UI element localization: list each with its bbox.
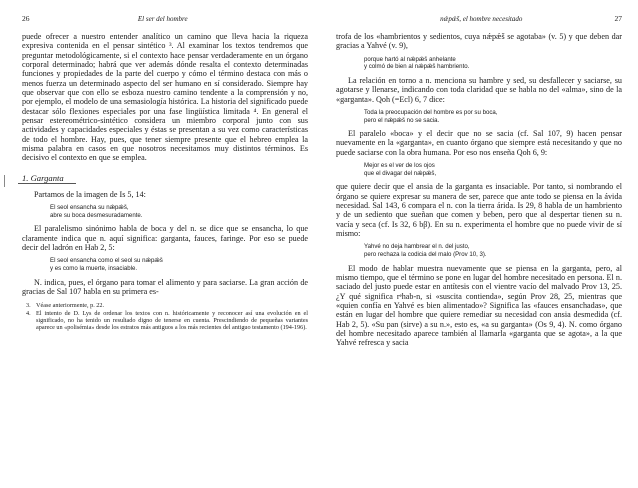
left-paragraph-2: Partamos de la imagen de Is 5, 14: [34, 189, 146, 199]
left-page [22, 14, 308, 331]
left-page-header [22, 14, 308, 24]
right-paragraph-1: trofa de los «hambrientos y sedientos, cuya nǽpǽš se agotaba» (v. 5) y que deben dar gracias a Yahvé (v. 9), [336, 32, 622, 51]
left-quote-2 [50, 257, 308, 272]
left-paragraph-3: El paralelismo sinónimo habla de boca y del n. se dice que se ensancha, lo que claramente indica que n. aquí significa: garganta, fauces, faringe. Por eso se puede decir del ladrón en Hab 2, 5: [22, 224, 308, 253]
right-running-title: nǽpǽš, el hombre necesitado [440, 15, 523, 23]
right-quote-4 [364, 243, 622, 258]
quote-line: y es como la muerte, insaciable. [50, 264, 138, 272]
right-quote-2 [364, 109, 622, 124]
quote-line: Mejor es el ver de los ojos [364, 162, 435, 170]
right-quote-3 [364, 162, 622, 177]
quote-line: Toda la preocupación del hombre es por su boca, [364, 108, 498, 116]
quote-line: pero el nǽpǽš no se sacia. [364, 116, 440, 124]
right-paragraph-5: El modo de hablar muestra nuevamente que se piensa en la garganta, pero, al mismo tiempo, que el término se pone en lugar del hombre necesitado en persona. El n. saciado del justo puede estar en antítesis con el vientre vacío del malvado Prov 13, 25. ¿Y qué significa rᵉhab-n, si «suscita contienda», según Prov 28, 25, mientras que «quien confía en Yahvé es bien alimentado»? Significa las «fauces ensanchadas», que están en lugar del hombre que quiere remediar su necesidad con ansia desmedida (cf. Hab 2, 5). «Su pan (sirve) a su n.», esto es, «a su garganta» (Os 9, 4). N. como órgano del hombre necesitado aparece también al llamarla «garganta que se agota», a la que Yahvé refresca y sacia [336, 263, 622, 348]
footnote: 3. Véase anteriormente, p. 22. [26, 302, 105, 310]
right-quote-1 [364, 56, 622, 71]
heading-underline [18, 183, 76, 184]
margin-mark [4, 175, 5, 187]
right-paragraph-2: La relación en torno a n. menciona su hambre y sed, su desfallecer y saciarse, su agotarse y llenarse, indicando con toda claridad que se habla no del «alma», sino de la «garganta». Qoh (=Ecl) 6, 7 dice: [336, 75, 622, 104]
left-paragraph-4: N. indica, pues, el órgano para tomar el alimento y para saciarse. La gran acción de gracias de Sal 107 habla en su primera es- [22, 277, 308, 296]
quote-line: abre su boca desmesuradamente. [50, 211, 143, 219]
right-paragraph-4: que quiere decir que el ansia de la garganta es insaciable. Por tanto, si nombrando el órgano se quiere expresar su manera de ser, parece que ante todo se piensa en la ávida necesidad. Sal 143, 6 compara el n. con la tierra árida. Is 29, 8 habla de un hambriento y de un sediento que sueñan que comen y beben, pero que al despertar tienen su n. vacía y seca (cf. Is 32, 6 bβ). En su n. experimenta el hombre que no puede vivir de sí mismo: [336, 182, 622, 239]
right-page-number: 27 [614, 14, 622, 23]
footnotes [22, 302, 308, 331]
quote-line: y colmó de bien al nǽpǽš hambriento. [364, 63, 470, 71]
left-running-title: El ser del hombre [137, 15, 188, 23]
left-quote-1 [50, 204, 308, 219]
right-page-header [336, 14, 622, 24]
left-paragraph-1: puede ofrecer a nuestro entender analítico un camino que lleva hacia la riqueza expresiva contenida en el pensar sintético ³. Al examinar los textos tendremos que preguntar metodológicamente, si el contexto hace pensar verdaderamente en un órgano corporal determinado; habrá que ver además dónde resalta el contexto determinadas funciones y propiedades de la parte del cuerpo y cómo el término destaca con más o menos fuerza un determinado aspecto del ser humano en sí considerado. Siempre hay que observar que con ello se esboza nuestro camino tendente a la comprensión y no, por ejemplo, el modelo de una semasiología histórica. La historia del significado puede destacar sólo flexiones especiales por una fase lingüística limitada ⁴. En general el pensar estereométrico-sintético considera un miembro corporal junto con sus actividades y capacidades especiales y éstas se presentan a su vez como características de todo el hombre. Hay, pues, que tener siempre presente que el hebreo emplea la misma palabra en casos en que nosotros necesitamos muy distintos términos. Es decisivo el contexto en que se emplea. [22, 32, 308, 163]
quote-line: que el divagar del nǽpǽš, [364, 169, 437, 177]
right-paragraph-3: El paralelo «boca» y el decir que no se sacia (cf. Sal 107, 9) hacen pensar nuevamente en la «garganta», en cuanto órgano que siempre está necesitando y que no puede saciarse con la obra humana. Por eso nos enseña Qoh 6, 9: [336, 129, 622, 157]
quote-line: porque hartó al nǽpǽš anhelante [364, 55, 456, 63]
quote-line: El seol ensancha su nǽpǽš, [50, 204, 129, 212]
footnote: 4. El intento de D. Lys de ordenar los textos con n. históricamente y reconocer así una evolución en el significado, no ha tenido un resultado digno de tenerse en cuenta. Prescindiendo de pequeñas variantes aparece un «polisémia» desde los estratos más antiguos a los más recientes del antiguo testamento (194-196). [26, 309, 308, 332]
section-heading [22, 173, 308, 183]
quote-line: pero rechaza la codicia del malo (Prov 10, 3). [364, 250, 487, 258]
left-page-number: 26 [22, 14, 30, 23]
quote-line: Yahvé no deja hambrear el n. del justo, [364, 243, 470, 251]
section-heading-text: 1. Garganta [22, 172, 64, 183]
right-page [336, 14, 622, 348]
quote-line: El seol ensancha como el seol su nǽpǽš [50, 257, 163, 265]
